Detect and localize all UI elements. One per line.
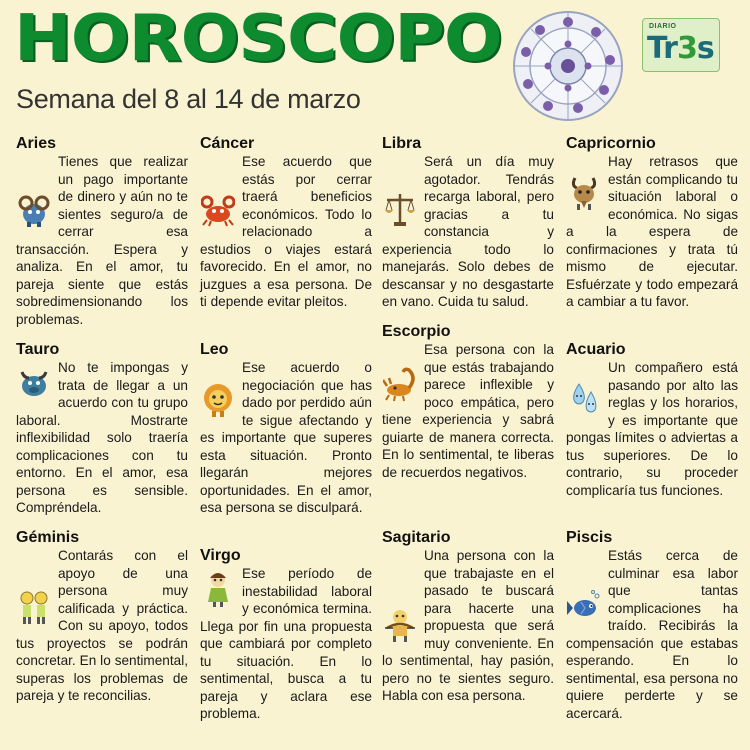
logo-brand-3: 3: [676, 31, 697, 66]
sign-name: Capricornio: [566, 135, 656, 152]
sign-name: Leo: [200, 341, 229, 358]
sign-description: Ese acuerdo que estás por cerrar traerá beneficios económicos. Todo lo relacionado a estudios o viajes estará favorecido. En el amor, no juzgues a esa persona. De ti depende evitar pleitos.: [200, 154, 372, 309]
sign-description: Una persona con la que trabajaste en el pasado te buscará para hacerte una propuesta que será muy conveniente. En lo sentimental, hay pasión, pero no te sientes seguro. Habla con esa persona.: [382, 548, 554, 703]
sign-name: Cáncer: [200, 135, 255, 152]
sign-description: Esa persona con la que estás trabajando parece inflexible y poco empática, pero tiene experiencia y sabrá guiarte de manera correcta. En lo sentimental, te liberas de recuerdos negativos.: [382, 342, 554, 480]
logo-brand: [647, 31, 714, 66]
sign-description: Será un día muy agotador. Tendrás recarga laboral, pero gracias a tu constancia y experiencia todo lo manejarás. Solo debes de descansar y no desgastarte en vano. Cuida tu salud.: [382, 154, 554, 309]
sign-text: [382, 153, 554, 311]
sign-text: [382, 547, 554, 705]
sign-name: Sagitario: [382, 529, 451, 546]
sign-description: Un compañero está pasando por alto las reglas y los horarios, y es importante que pongas límites o adviertas a tus superiores. De lo contrario, su proceder complicaría tus funciones.: [566, 360, 738, 498]
sign-name: Géminis: [16, 529, 80, 546]
goat-icon: [566, 173, 602, 213]
sign-description: Contarás con el apoyo de una persona muy calificada y práctica. Con su apoyo, todos tus proyectos se podrán concretar. En lo sentimental, superas los problemas de pareja y te reconcilias.: [16, 548, 188, 703]
sign-description: Estás cerca de culminar esa labor que tantas complicaciones ha traído. Recibirás la compensación que estabas esperando. En lo sentimental, esa persona no quiere perderte y se acercará.: [566, 548, 738, 721]
water-drops-icon: [566, 379, 602, 419]
sign-aries: [16, 134, 188, 328]
fish-icon: [566, 587, 602, 627]
sign-text: [200, 359, 372, 517]
sign-leo: [200, 340, 372, 517]
sign-name: Escorpio: [382, 323, 451, 340]
logo-brand-c: s: [696, 31, 714, 66]
page-title: HOROSCOPO: [14, 2, 502, 76]
maiden-icon: [200, 569, 236, 609]
bull-icon: [16, 361, 52, 401]
sign-name: Acuario: [566, 341, 626, 358]
sign-text: [566, 547, 738, 722]
ram-icon: [16, 189, 52, 229]
week-subtitle: Semana del 8 al 14 de marzo: [16, 84, 361, 114]
sign-text: [566, 153, 738, 311]
zodiac-wheel-icon: [512, 10, 624, 122]
sign-name: Tauro: [16, 341, 60, 358]
sign-description: No te impongas y trata de llegar a un acuerdo con tu grupo laboral. Mostrarte inflexibilidad solo traería complicaciones con tu entorno. En el amor, esa persona es sensible. Compréndela.: [16, 360, 188, 515]
sign-text: [200, 565, 372, 723]
scorpion-icon: [382, 363, 418, 403]
scales-icon: [382, 189, 418, 229]
sign-text: [16, 153, 188, 328]
sign-text: [382, 341, 554, 481]
lion-icon: [200, 379, 236, 419]
sign-acuario: [566, 340, 738, 499]
sign-description: Ese período de inestabilidad laboral y económica termina. Llega por fin una propuesta que cambiará por completo tu situación. En lo sentimental, busca a tu pareja y aclara ese problema.: [200, 566, 372, 721]
sign-name: Libra: [382, 135, 422, 152]
sign-name: Piscis: [566, 529, 613, 546]
sign-text: [200, 153, 372, 311]
logo-small-text: DIARIO: [649, 23, 677, 30]
sign-description: Hay retrasos que están complicando tu situación laboral o económica. No sigas a la espera de confirmaciones y trata tú mismo de ejecutar. Esfuérzate y todo empezará a cambiar a tu favor.: [566, 154, 738, 309]
sign-virgo: [200, 546, 372, 723]
diario-tres-logo: [642, 18, 720, 72]
sign-text: [16, 359, 188, 517]
sign-text: [566, 359, 738, 499]
archer-icon: [382, 605, 418, 645]
sign-name: Virgo: [200, 547, 241, 564]
sign-cancer: [200, 134, 372, 311]
sign-escorpio: [382, 322, 554, 481]
crab-icon: [200, 189, 236, 229]
sign-name: Aries: [16, 135, 57, 152]
sign-description: Tienes que realizar un pago importante de dinero y aún no te sientes seguro/a de cerrar esa transacción. Espera y analiza. En el amor, tu pareja siente que estás sobredimensionando los problemas.: [16, 154, 188, 327]
twins-icon: [16, 587, 52, 627]
sign-capricornio: [566, 134, 738, 311]
sign-libra: [382, 134, 554, 311]
logo-brand-a: Tr: [647, 31, 677, 66]
sign-tauro: [16, 340, 188, 517]
sign-text: [16, 547, 188, 705]
sign-sagitario: [382, 528, 554, 705]
sign-piscis: [566, 528, 738, 722]
sign-geminis: [16, 528, 188, 705]
sign-description: Ese acuerdo o negociación que has dado por perdido aún te sigue afectando y es importante que superes esta situación. Pronto llegarán mejores oportunidades. En el amor, esa persona se disculpará.: [200, 360, 372, 515]
